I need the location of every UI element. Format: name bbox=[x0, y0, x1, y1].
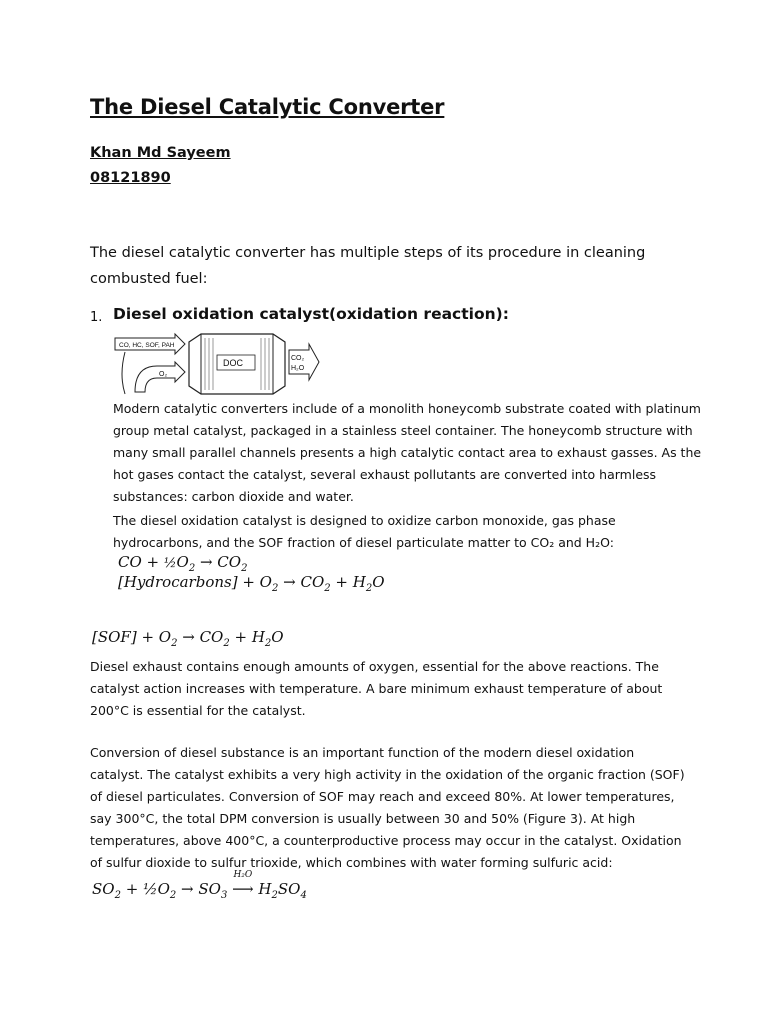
author-name: Khan Md Sayeem bbox=[90, 145, 231, 161]
input-label-top: CO, HC, SOF, PAH bbox=[119, 342, 175, 349]
intro-paragraph: The diesel catalytic converter has multiple steps of its procedure in cleaning combusted fuel: bbox=[90, 245, 646, 287]
equation-hydrocarbons: [Hydrocarbons] + $O_2 \to CO_2 + H_2O$ bbox=[118, 573, 385, 594]
paragraph-catalytic-converters: Modern catalytic converters include of a monolith honeycomb substrate coated with platinum group metal catalyst, packaged in a stainless steel container. The honeycomb structure with many small parallel channels presents a high catalytic contact area to exhaust gasses. As the hot gases contact the catalyst, several exhaust pollutants are converted into harmless substances: carbon dioxide and water. bbox=[113, 401, 702, 504]
doc-label: DOC bbox=[223, 358, 243, 368]
output-label-1: CO₂ bbox=[291, 355, 305, 362]
equation-sulfuric-acid: $SO_2$ + $\frac{1}{2}O_2 \to SO_3$ H₂O ⟶ $H_2SO_4$ bbox=[92, 870, 307, 901]
paragraph-conversion: Conversion of diesel substance is an important function of the modern diesel oxidation catalyst. The catalyst exhibits a very high activity in the oxidation of the organic fraction (SOF) of diesel particulates. Conversion of SOF may reach and exceed 80%. At lower temperatures, say 300°C, the total DPM conversion is usually between 30 and 50% (Figure 3). At high temperatures, above 400°C, a counterproductive process may occur in the catalyst. Oxidation of sulfur dioxide to sulfur trioxide, which combines with water forming sulfuric acid: bbox=[90, 745, 685, 870]
output-arrow bbox=[289, 344, 319, 380]
equation-co-oxidation: CO + $\frac{1}{2}O_2 \to CO_2$ bbox=[118, 553, 248, 574]
doc-diagram bbox=[113, 330, 333, 396]
document-title: The Diesel Catalytic Converter bbox=[90, 95, 445, 119]
paragraph-oxidation-catalyst: The diesel oxidation catalyst is designed to oxidize carbon monoxide, gas phase hydrocarbons, and the SOF fraction of diesel particulate matter to CO₂ and H₂O: bbox=[113, 513, 616, 550]
reaction-arrow-water: H₂O ⟶ bbox=[232, 870, 254, 898]
step-number: 1. bbox=[90, 310, 103, 325]
step-heading: Diesel oxidation catalyst(oxidation reaction): bbox=[113, 305, 509, 323]
input-arrow-bottom bbox=[135, 362, 185, 392]
input-label-bottom: O₂ bbox=[159, 371, 168, 378]
equation-sof: $[SOF] + O_2 \to CO_2 + H_2O$ bbox=[92, 628, 284, 649]
flow-curve bbox=[122, 352, 125, 394]
input-arrow-top bbox=[115, 334, 185, 354]
output-label-2: H₂O bbox=[291, 365, 305, 372]
paragraph-oxygen: Diesel exhaust contains enough amounts of oxygen, essential for the above reactions. The catalyst action increases with temperature. A bare minimum exhaust temperature of about 200°C is essential for the catalyst. bbox=[90, 659, 663, 718]
doc-canister bbox=[189, 334, 285, 394]
student-id: 08121890 bbox=[90, 170, 171, 186]
